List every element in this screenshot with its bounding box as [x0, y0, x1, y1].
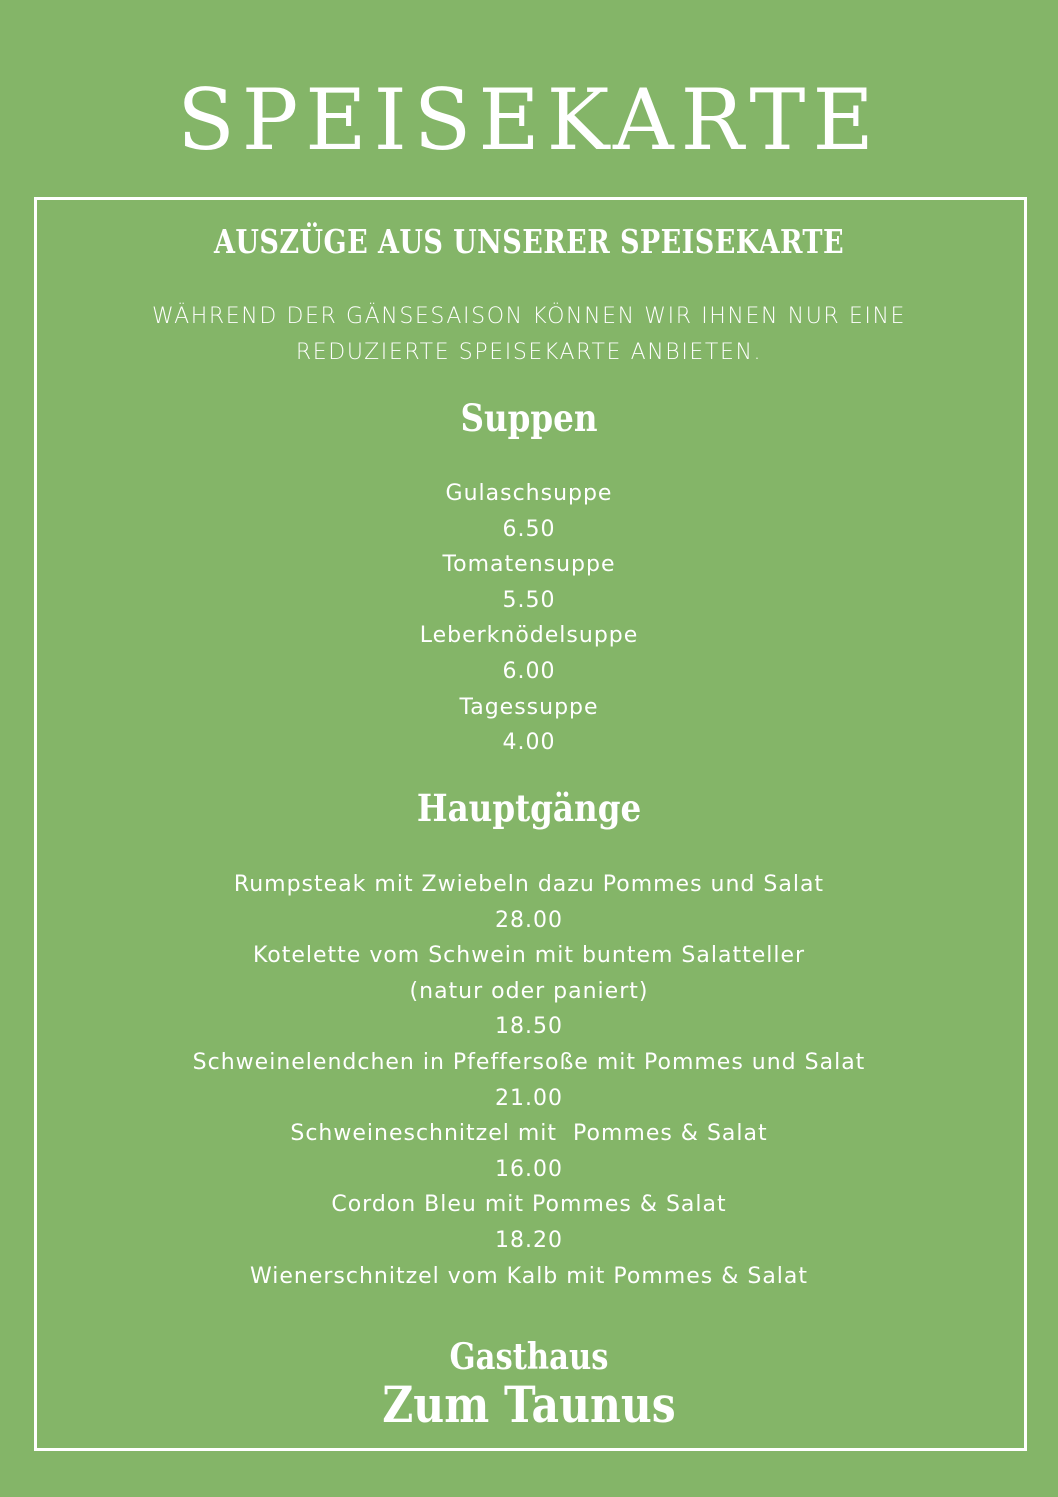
menu-item-price: 5.50 [502, 587, 556, 613]
menu-item-name: Tagessuppe [459, 694, 599, 720]
page-title: SPEISEKARTE [177, 71, 881, 169]
menu-item-name: Rumpsteak mit Zwiebeln dazu Pommes und Salat [233, 872, 825, 897]
menu-item-name: Leberknödelsuppe [419, 623, 639, 649]
restaurant-name: Zum Taunus [382, 1375, 676, 1434]
menu-item-note: (natur oder paniert) [409, 978, 649, 1004]
menu-item-price: 16.00 [495, 1156, 563, 1182]
menu-item-name: Cordon Bleu mit Pommes & Salat [331, 1192, 727, 1218]
menu-item-price: 21.00 [495, 1085, 563, 1111]
menu-item-name: Wienerschnitzel vom Kalb mit Pommes & Salat [249, 1263, 809, 1289]
menu-item-name: Schweineschnitzel mit Pommes & Salat [290, 1121, 768, 1147]
menu-item-name: Tomatensuppe [442, 552, 616, 578]
menu-item-price: 18.20 [495, 1227, 563, 1253]
season-notice [0, 299, 1058, 371]
menu-item-price: 28.00 [495, 907, 563, 933]
menu-item-name: Schweinelendchen in Pfeffersoße mit Pommes und Salat [192, 1049, 866, 1075]
menu-item-name: Gulaschsuppe [445, 481, 613, 506]
menu-item-price: 18.50 [495, 1014, 563, 1040]
menu-item-price: 6.50 [502, 516, 556, 542]
menu-item-name: Kotelette vom Schwein mit buntem Salatteller [252, 943, 806, 969]
menu-subtitle: AUSZÜGE AUS UNSERER SPEISEKARTE [214, 222, 844, 261]
hauptgaenge-list [0, 867, 1058, 1294]
section-heading-hauptgaenge: Hauptgänge [416, 786, 642, 830]
season-notice-line-1: WÄHREND DER GÄNSESAISON KÖNNEN WIR IHNEN NUR EINE [151, 304, 907, 329]
menu-item-price: 6.00 [502, 658, 556, 684]
restaurant-name-prefix: Gasthaus [449, 1336, 609, 1378]
menu-item-price: 4.00 [502, 730, 556, 756]
section-heading-suppen: Suppen [460, 396, 598, 440]
suppen-list [0, 476, 1058, 761]
season-notice-line-2: REDUZIERTE SPEISEKARTE ANBIETEN. [295, 340, 763, 365]
